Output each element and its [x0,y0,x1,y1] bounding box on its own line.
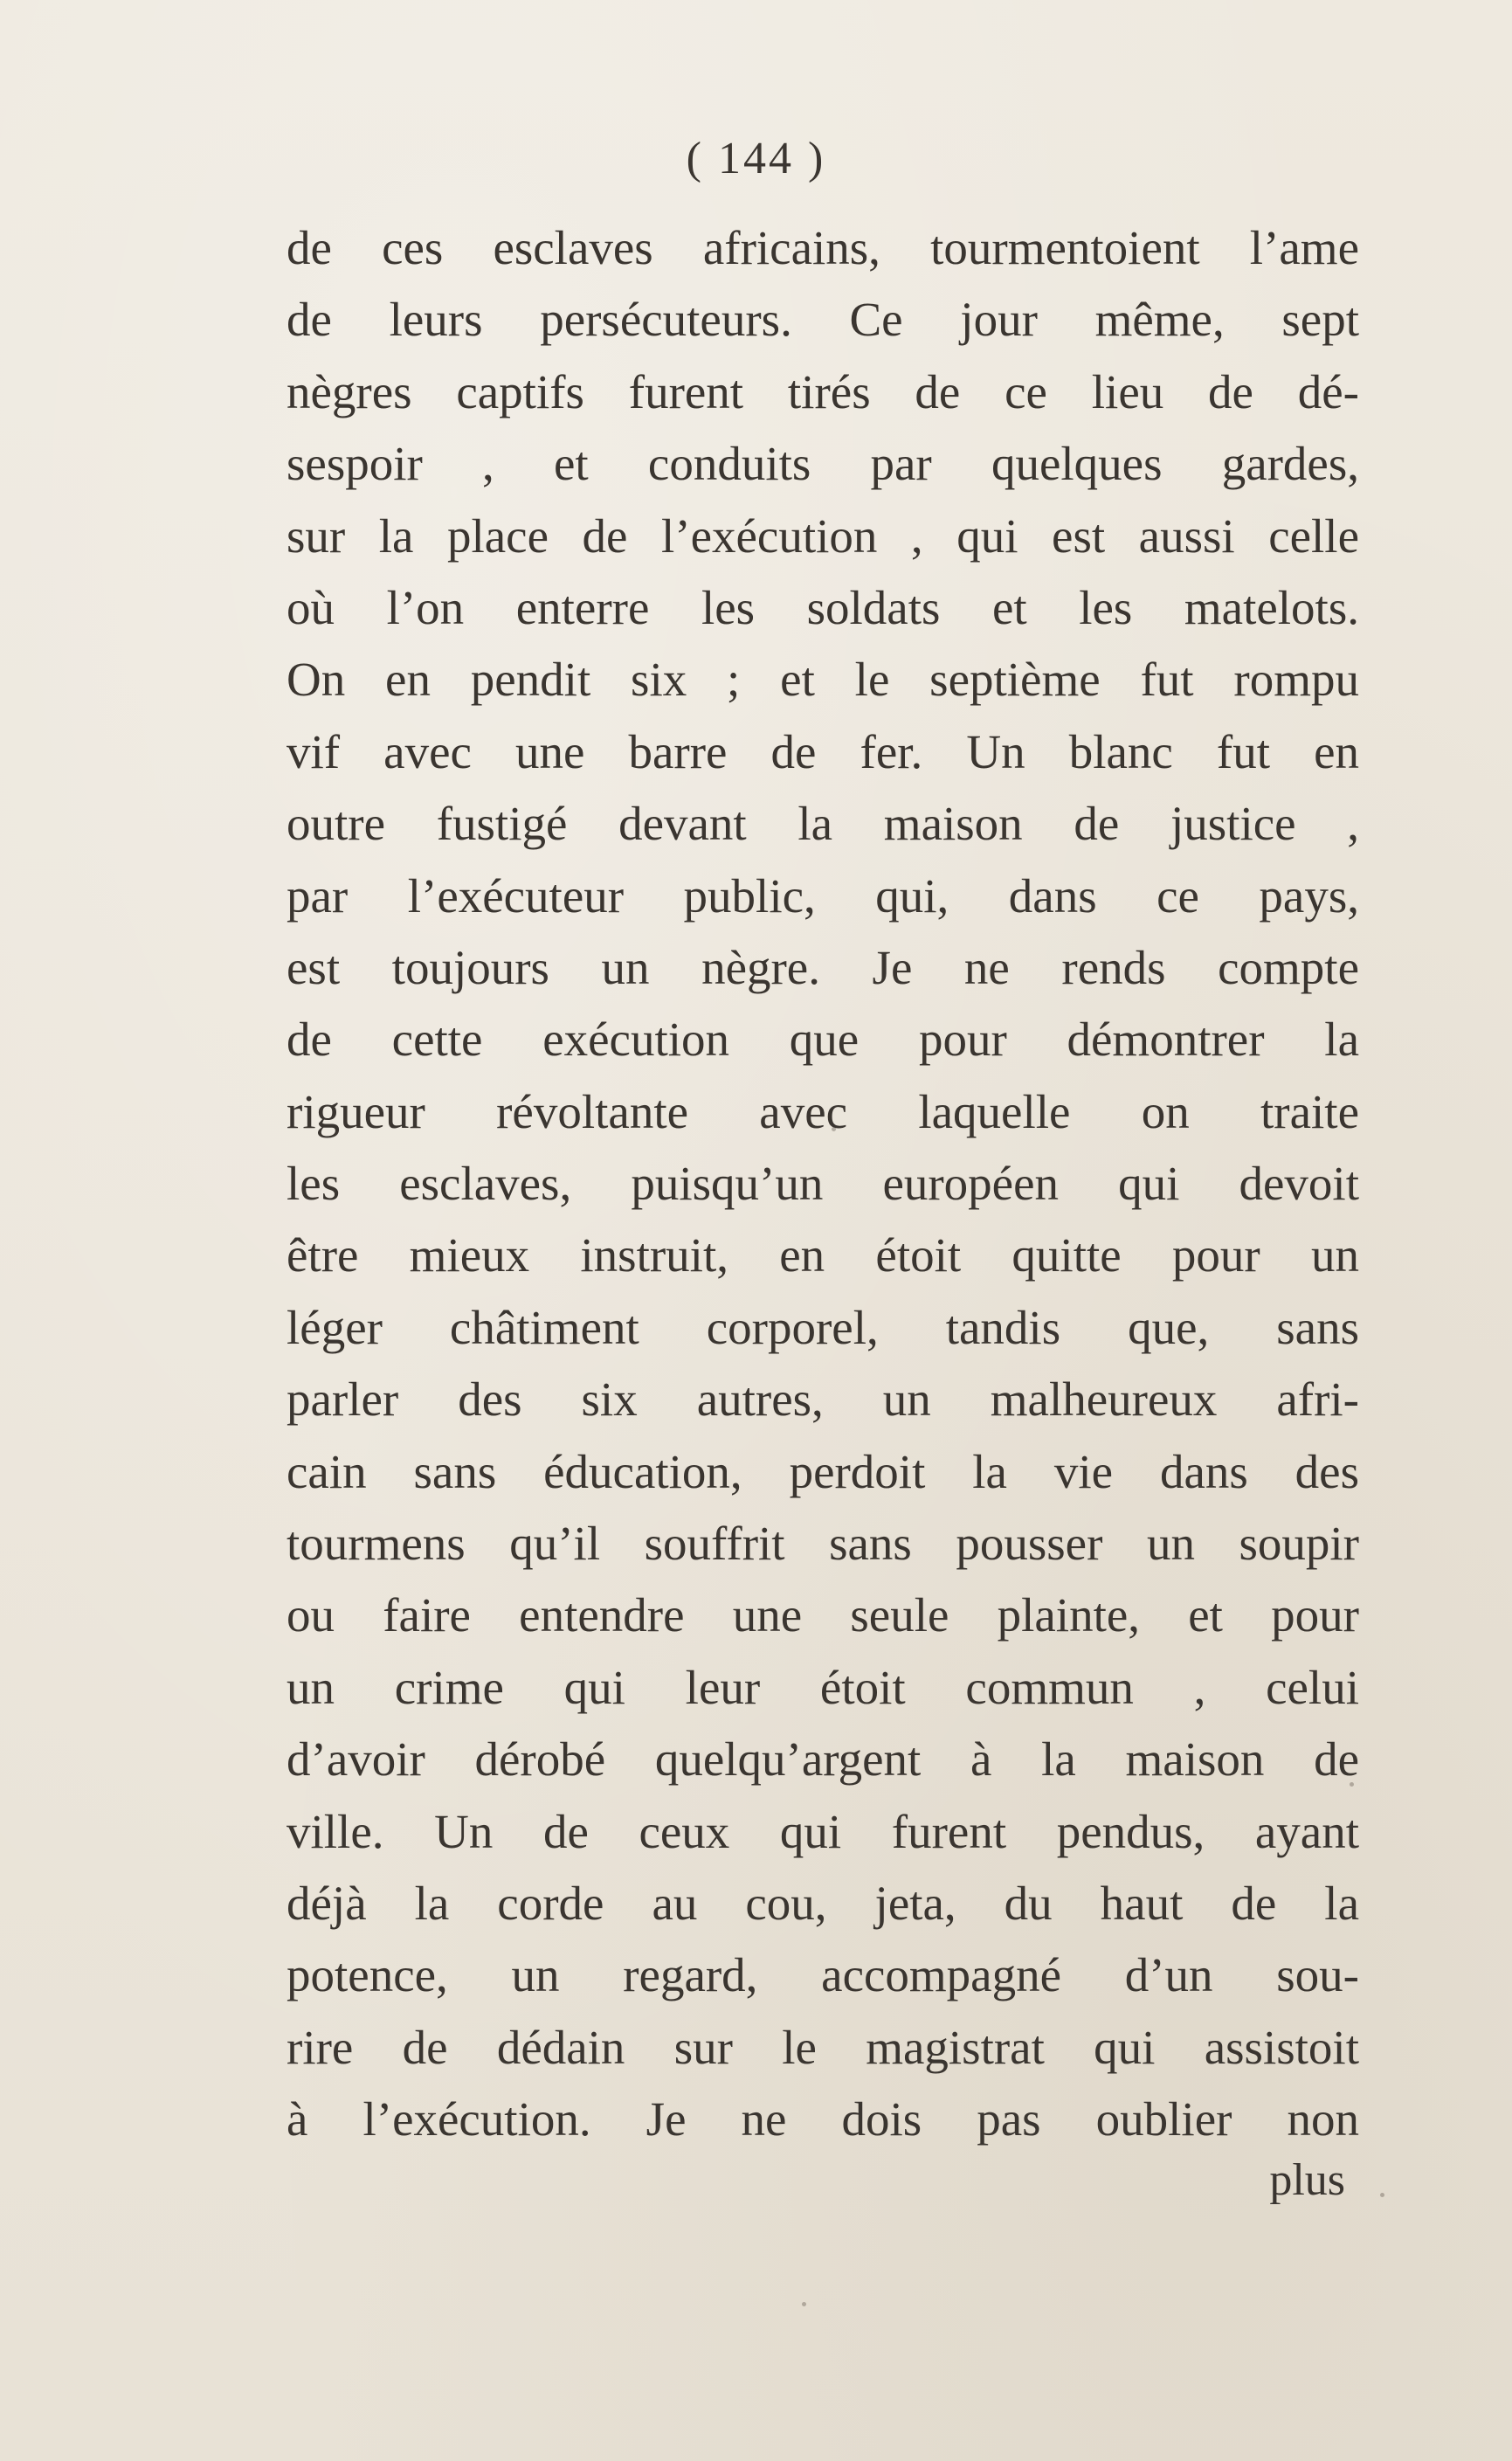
text-line: de ces esclaves africains, tourmentoient l’ame [287,221,1359,274]
paper-speck [832,1127,836,1131]
text-line: est toujours un nègre. Je ne rends compte [287,940,1359,994]
text-line: léger châtiment corporel, tandis que, sans [287,1300,1359,1354]
text-line: tourmens qu’il souffrit sans pousser un soupir [287,1517,1359,1571]
text-line: d’avoir dérobé quelqu’argent à la maison de [287,1732,1359,1787]
text-line: ou faire entendre une seule plainte, et pour [287,1588,1359,1642]
text-line: rigueur révoltante avec laquelle on traite [287,1084,1359,1138]
text-line: par l’exécuteur public, qui, dans ce pays, [287,868,1359,923]
text-line: outre fustigé devant la maison de justice , [287,797,1359,851]
paper-speck [1350,1782,1354,1787]
text-line: à l’exécution. Je ne dois pas oublier non [287,2092,1359,2146]
text-line: de cette exécution que pour démontrer la [287,1013,1359,1067]
text-line: être mieux instruit, en étoit quitte pour un [287,1228,1359,1282]
body-text [287,212,1359,2156]
text-line: un crime qui leur étoit commun , celui [287,1660,1359,1714]
text-line: potence, un regard, accompagné d’un sou- [287,1948,1359,2002]
paper-speck [1380,2193,1384,2197]
text-line: parler des six autres, un malheureux afri- [287,1372,1359,1427]
text-line: On en pendit six ; et le septième fut rompu [287,653,1359,707]
text-line: sur la place de l’exécution , qui est aussi celle [287,508,1359,563]
paper-speck [802,2302,806,2306]
text-line: nègres captifs furent tirés de ce lieu de dé- [287,364,1359,418]
text-line: ville. Un de ceux qui furent pendus, ayant [287,1804,1359,1858]
text-line: les esclaves, puisqu’un européen qui devoit [287,1157,1359,1211]
page-number: ( 144 ) [686,134,826,183]
text-line: déjà la corde au cou, jeta, du haut de la [287,1876,1359,1930]
text-line: rire de dédain sur le magistrat qui assistoit [287,2020,1359,2074]
text-line: de leurs persécuteurs. Ce jour même, sept [287,293,1359,347]
text-line: vif avec une barre de fer. Un blanc fut en [287,724,1359,778]
catchword: plus [1269,2155,1345,2205]
text-line: cain sans éducation, perdoit la vie dans des [287,1444,1359,1498]
text-line: sespoir , et conduits par quelques gardes, [287,437,1359,491]
text-line: où l’on enterre les soldats et les matelots. [287,580,1359,634]
